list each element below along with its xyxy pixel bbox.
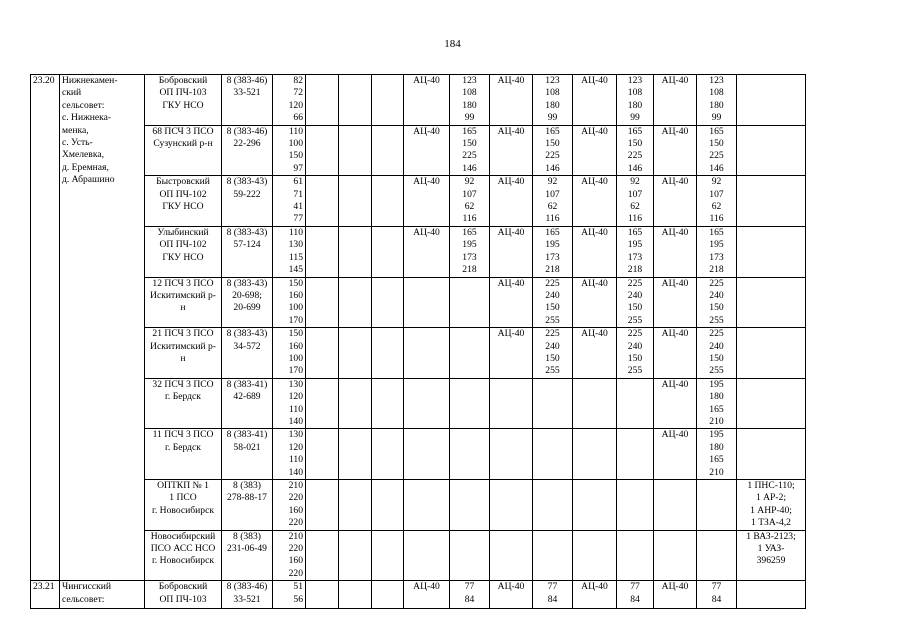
travel-time: 51 56: [273, 581, 306, 609]
vehicle-type: [404, 480, 450, 531]
vehicle-type: [404, 530, 450, 581]
unit-phone: 8 (383-46) 33-521: [222, 581, 273, 609]
vehicle-values: 123 108 180 99: [697, 75, 737, 126]
vehicle-type: АЦ-40: [573, 277, 617, 328]
empty-cell: [372, 176, 404, 227]
unit-phone: 8 (383) 231-06-49: [222, 530, 273, 581]
empty-cell: [372, 530, 404, 581]
vehicle-values: 165 195 173 218: [697, 226, 737, 277]
unit-phone: 8 (383-46) 22-296: [222, 125, 273, 176]
vehicle-values: [617, 378, 654, 429]
vehicle-type: [573, 429, 617, 480]
unit-phone: 8 (383-46) 33-521: [222, 75, 273, 126]
table-row: [31, 328, 806, 379]
empty-cell: [339, 378, 372, 429]
empty-cell: [339, 581, 372, 609]
vehicle-values: 92 107 62 116: [450, 176, 490, 227]
empty-cell: [339, 75, 372, 126]
vehicle-values: 165 150 225 146: [617, 125, 654, 176]
vehicle-values: 165 150 225 146: [697, 125, 737, 176]
section-number: 23.20: [31, 75, 60, 581]
vehicle-type: АЦ-40: [490, 125, 533, 176]
vehicle-values: 195 180 165 210: [697, 429, 737, 480]
fire-unit-name: 32 ПСЧ 3 ПСО г. Бердск: [145, 378, 222, 429]
vehicle-type: АЦ-40: [573, 75, 617, 126]
vehicle-values: 92 107 62 116: [533, 176, 573, 227]
vehicle-type: АЦ-40: [404, 581, 450, 609]
fire-unit-name: 68 ПСЧ 3 ПСО Сузунский р-н: [145, 125, 222, 176]
table-row: [31, 581, 806, 609]
fire-unit-name: 21 ПСЧ 3 ПСО Искитимский р- н: [145, 328, 222, 379]
vehicle-values: 195 180 165 210: [697, 378, 737, 429]
vehicle-values: 77 84: [617, 581, 654, 609]
vehicle-type: АЦ-40: [654, 429, 697, 480]
fire-unit-name: Бобровский ОП ПЧ-103: [145, 581, 222, 609]
special-equipment: [737, 328, 806, 379]
special-equipment: 1 ПНС-110; 1 АР-2; 1 АНР-40; 1 ТЗА-4,2: [737, 480, 806, 531]
table-row: [31, 226, 806, 277]
table-row: [31, 429, 806, 480]
empty-cell: [306, 75, 339, 126]
vehicle-type: [490, 480, 533, 531]
vehicle-values: [533, 480, 573, 531]
vehicle-values: 225 240 150 255: [617, 328, 654, 379]
table-row: [31, 277, 806, 328]
empty-cell: [372, 125, 404, 176]
vehicle-type: АЦ-40: [404, 176, 450, 227]
vehicle-type: АЦ-40: [654, 176, 697, 227]
empty-cell: [339, 226, 372, 277]
travel-time: 150 160 100 170: [273, 277, 306, 328]
fire-unit-name: 11 ПСЧ 3 ПСО г. Бердск: [145, 429, 222, 480]
vehicle-type: [573, 480, 617, 531]
vehicle-values: [450, 328, 490, 379]
travel-time: 130 120 110 140: [273, 429, 306, 480]
table-row: [31, 480, 806, 531]
vehicle-values: 165 150 225 146: [533, 125, 573, 176]
vehicle-values: 165 150 225 146: [450, 125, 490, 176]
unit-phone: 8 (383) 278-88-17: [222, 480, 273, 531]
special-equipment: [737, 75, 806, 126]
vehicle-values: [450, 378, 490, 429]
travel-time: 110 100 150 97: [273, 125, 306, 176]
vehicle-type: [490, 429, 533, 480]
vehicle-values: 77 84: [697, 581, 737, 609]
special-equipment: [737, 176, 806, 227]
vehicle-type: АЦ-40: [654, 226, 697, 277]
unit-phone: 8 (383-41) 42-689: [222, 378, 273, 429]
fire-unit-name: Улыбинский ОП ПЧ-102 ГКУ НСО: [145, 226, 222, 277]
unit-phone: 8 (383-43) 59-222: [222, 176, 273, 227]
vehicle-type: АЦ-40: [654, 581, 697, 609]
vehicle-type: [654, 480, 697, 531]
vehicle-type: АЦ-40: [654, 75, 697, 126]
travel-time: 82 72 120 66: [273, 75, 306, 126]
empty-cell: [306, 277, 339, 328]
empty-cell: [306, 530, 339, 581]
vehicle-type: АЦ-40: [490, 277, 533, 328]
vehicle-type: [490, 530, 533, 581]
table-row: [31, 176, 806, 227]
vehicle-values: 123 108 180 99: [533, 75, 573, 126]
special-equipment: [737, 125, 806, 176]
empty-cell: [306, 226, 339, 277]
vehicle-values: [617, 530, 654, 581]
vehicle-values: 77 84: [533, 581, 573, 609]
vehicle-type: [573, 378, 617, 429]
vehicle-type: [404, 378, 450, 429]
vehicle-type: АЦ-40: [654, 328, 697, 379]
vehicle-values: 77 84: [450, 581, 490, 609]
vehicle-type: АЦ-40: [490, 176, 533, 227]
travel-time: 150 160 100 170: [273, 328, 306, 379]
section-number: 23.21: [31, 581, 60, 609]
vehicle-values: 165 195 173 218: [450, 226, 490, 277]
vehicle-values: 123 108 180 99: [450, 75, 490, 126]
fire-unit-name: 12 ПСЧ 3 ПСО Искитимский р- н: [145, 277, 222, 328]
vehicle-type: АЦ-40: [573, 328, 617, 379]
vehicle-values: [617, 480, 654, 531]
locality-name: Нижнекамен- ский сельсовет: с. Нижнека- менка, с. Усть- Хмелевка, д. Еремная, д. Абрашино: [60, 75, 145, 581]
empty-cell: [339, 480, 372, 531]
empty-cell: [372, 328, 404, 379]
vehicle-values: [617, 429, 654, 480]
empty-cell: [339, 429, 372, 480]
empty-cell: [372, 378, 404, 429]
vehicle-values: 225 240 150 255: [697, 277, 737, 328]
vehicle-type: АЦ-40: [573, 176, 617, 227]
vehicle-type: АЦ-40: [573, 581, 617, 609]
empty-cell: [306, 328, 339, 379]
empty-cell: [306, 429, 339, 480]
special-equipment: [737, 429, 806, 480]
vehicle-values: [450, 530, 490, 581]
table-row: [31, 530, 806, 581]
empty-cell: [306, 581, 339, 609]
vehicle-type: [490, 378, 533, 429]
vehicle-type: АЦ-40: [490, 75, 533, 126]
vehicle-values: 165 195 173 218: [617, 226, 654, 277]
empty-cell: [306, 125, 339, 176]
empty-cell: [372, 581, 404, 609]
travel-time: 130 120 110 140: [273, 378, 306, 429]
vehicle-type: АЦ-40: [404, 226, 450, 277]
vehicle-type: АЦ-40: [573, 226, 617, 277]
empty-cell: [339, 176, 372, 227]
vehicle-type: [573, 530, 617, 581]
empty-cell: [372, 226, 404, 277]
empty-cell: [372, 480, 404, 531]
vehicle-values: 165 195 173 218: [533, 226, 573, 277]
travel-time: 210 220 160 220: [273, 530, 306, 581]
empty-cell: [372, 429, 404, 480]
empty-cell: [339, 277, 372, 328]
special-equipment: [737, 277, 806, 328]
vehicle-values: [533, 429, 573, 480]
unit-phone: 8 (383-41) 58-021: [222, 429, 273, 480]
vehicle-type: АЦ-40: [404, 125, 450, 176]
fire-unit-name: ОПТКП № 1 1 ПСО г. Новосибирск: [145, 480, 222, 531]
vehicle-values: [697, 530, 737, 581]
vehicle-type: АЦ-40: [490, 328, 533, 379]
vehicle-values: [450, 429, 490, 480]
empty-cell: [372, 277, 404, 328]
vehicle-values: [533, 378, 573, 429]
fire-unit-name: Новосибирский ПСО АСС НСО г. Новосибирск: [145, 530, 222, 581]
special-equipment: [737, 226, 806, 277]
unit-phone: 8 (383-43) 20-698; 20-699: [222, 277, 273, 328]
vehicle-type: [404, 277, 450, 328]
vehicle-type: АЦ-40: [490, 226, 533, 277]
vehicle-type: [404, 328, 450, 379]
unit-phone: 8 (383-43) 34-572: [222, 328, 273, 379]
travel-time: 210 220 160 220: [273, 480, 306, 531]
vehicle-values: [450, 480, 490, 531]
vehicle-type: АЦ-40: [573, 125, 617, 176]
special-equipment: [737, 581, 806, 609]
special-equipment: [737, 378, 806, 429]
table-row: [31, 125, 806, 176]
vehicle-values: [697, 480, 737, 531]
empty-cell: [339, 125, 372, 176]
vehicle-values: 225 240 150 255: [533, 277, 573, 328]
empty-cell: [306, 378, 339, 429]
empty-cell: [339, 530, 372, 581]
vehicle-type: АЦ-40: [654, 125, 697, 176]
special-equipment: 1 ВАЗ-2123; 1 УАЗ- 396259: [737, 530, 806, 581]
locality-name: Чингисский сельсовет:: [60, 581, 145, 609]
vehicle-type: [654, 530, 697, 581]
fire-response-table: [30, 74, 806, 609]
vehicle-values: 123 108 180 99: [617, 75, 654, 126]
vehicle-type: АЦ-40: [654, 277, 697, 328]
empty-cell: [372, 75, 404, 126]
vehicle-values: 225 240 150 255: [697, 328, 737, 379]
table-row: [31, 75, 806, 126]
vehicle-values: 92 107 62 116: [697, 176, 737, 227]
table-row: [31, 378, 806, 429]
unit-phone: 8 (383-43) 57-124: [222, 226, 273, 277]
vehicle-type: АЦ-40: [654, 378, 697, 429]
vehicle-values: 92 107 62 116: [617, 176, 654, 227]
travel-time: 61 71 41 77: [273, 176, 306, 227]
vehicle-values: 225 240 150 255: [617, 277, 654, 328]
empty-cell: [306, 480, 339, 531]
vehicle-type: [404, 429, 450, 480]
fire-unit-name: Быстровский ОП ПЧ-102 ГКУ НСО: [145, 176, 222, 227]
vehicle-type: АЦ-40: [404, 75, 450, 126]
page-number: 184: [444, 38, 461, 50]
empty-cell: [306, 176, 339, 227]
empty-cell: [339, 328, 372, 379]
fire-unit-name: Бобровский ОП ПЧ-103 ГКУ НСО: [145, 75, 222, 126]
vehicle-values: 225 240 150 255: [533, 328, 573, 379]
vehicle-type: АЦ-40: [490, 581, 533, 609]
travel-time: 110 130 115 145: [273, 226, 306, 277]
vehicle-values: [450, 277, 490, 328]
vehicle-values: [533, 530, 573, 581]
